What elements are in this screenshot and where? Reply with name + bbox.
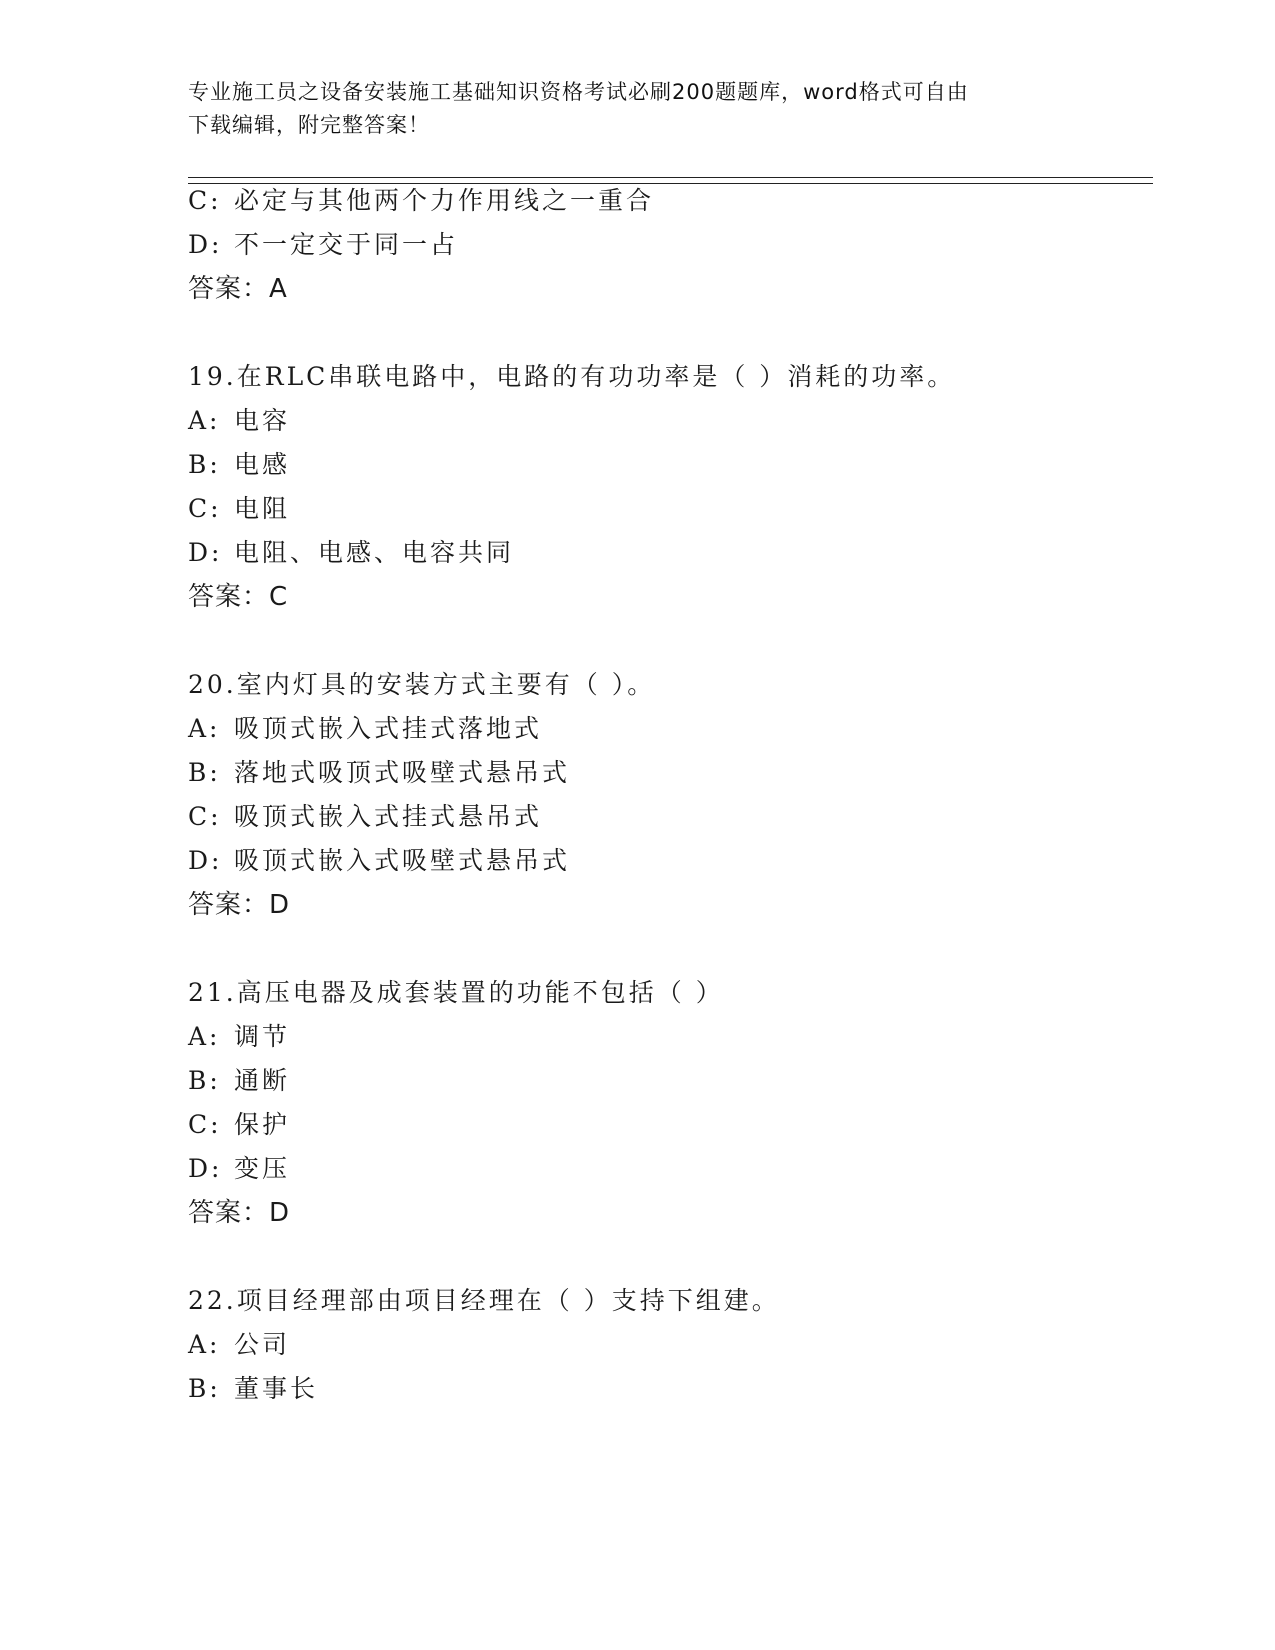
option-letter: A: (188, 1330, 221, 1359)
option-text: 落地式吸顶式吸壁式悬吊式 (234, 758, 571, 787)
option-c (188, 800, 542, 834)
option-letter: D: (188, 846, 223, 875)
option-letter: B: (188, 450, 221, 479)
option-d (188, 536, 514, 570)
option-text: 不一定交于同一占 (234, 230, 459, 259)
option-text: 电阻 (234, 494, 291, 523)
header-line-2: 下载编辑，附完整答案！ (188, 113, 430, 137)
answer-line: 答案：C (188, 582, 289, 612)
header-divider-top (188, 177, 1153, 178)
option-text: 调节 (234, 1022, 291, 1051)
option-letter: A: (188, 1022, 221, 1051)
option-text: 通断 (234, 1066, 291, 1095)
option-d (188, 1152, 290, 1186)
option-letter: C: (188, 494, 222, 523)
option-text: 变压 (234, 1154, 291, 1183)
option-letter: D: (188, 538, 223, 567)
option-text: 必定与其他两个力作用线之一重合 (234, 186, 655, 215)
option-letter: C: (188, 186, 222, 215)
option-b (188, 756, 570, 790)
option-letter: C: (188, 1110, 222, 1139)
option-letter: C: (188, 802, 222, 831)
option-b (188, 1372, 318, 1406)
option-text: 吸顶式嵌入式挂式悬吊式 (234, 802, 543, 831)
question-stem: 22.项目经理部由项目经理在（ ）支持下组建。 (188, 1286, 780, 1315)
question-stem: 19.在RLC串联电路中，电路的有功功率是（ ）消耗的功率。 (188, 362, 956, 391)
option-letter: B: (188, 1066, 221, 1095)
question-stem: 20.室内灯具的安装方式主要有（ ）。 (188, 670, 656, 699)
option-a (188, 712, 542, 746)
option-a (188, 404, 290, 438)
option-d (188, 844, 570, 878)
option-text: 公司 (234, 1330, 291, 1359)
option-text: 电容 (234, 406, 291, 435)
option-b (188, 1064, 290, 1098)
option-a (188, 1020, 290, 1054)
document-header (188, 76, 1088, 142)
option-letter: D: (188, 230, 223, 259)
option-b (188, 448, 290, 482)
option-letter: A: (188, 714, 221, 743)
option-text: 董事长 (234, 1374, 319, 1403)
option-text: 电感 (234, 450, 291, 479)
answer-line: 答案：A (188, 274, 288, 304)
option-letter: B: (188, 1374, 221, 1403)
option-d (188, 228, 458, 262)
option-text: 电阻、电感、电容共同 (234, 538, 515, 567)
option-letter: B: (188, 758, 221, 787)
option-text: 保护 (234, 1110, 291, 1139)
option-text: 吸顶式嵌入式挂式落地式 (234, 714, 543, 743)
option-text: 吸顶式嵌入式吸壁式悬吊式 (234, 846, 571, 875)
option-c (188, 492, 290, 526)
answer-line: 答案：D (188, 890, 291, 920)
option-letter: D: (188, 1154, 223, 1183)
question-stem: 21.高压电器及成套装置的功能不包括（ ） (188, 978, 724, 1007)
header-line-1: 专业施工员之设备安装施工基础知识资格考试必刷200题题库，word格式可自由 (188, 80, 969, 104)
option-a (188, 1328, 290, 1362)
option-c (188, 1108, 290, 1142)
answer-line: 答案：D (188, 1198, 291, 1228)
option-c (188, 184, 654, 218)
option-letter: A: (188, 406, 221, 435)
